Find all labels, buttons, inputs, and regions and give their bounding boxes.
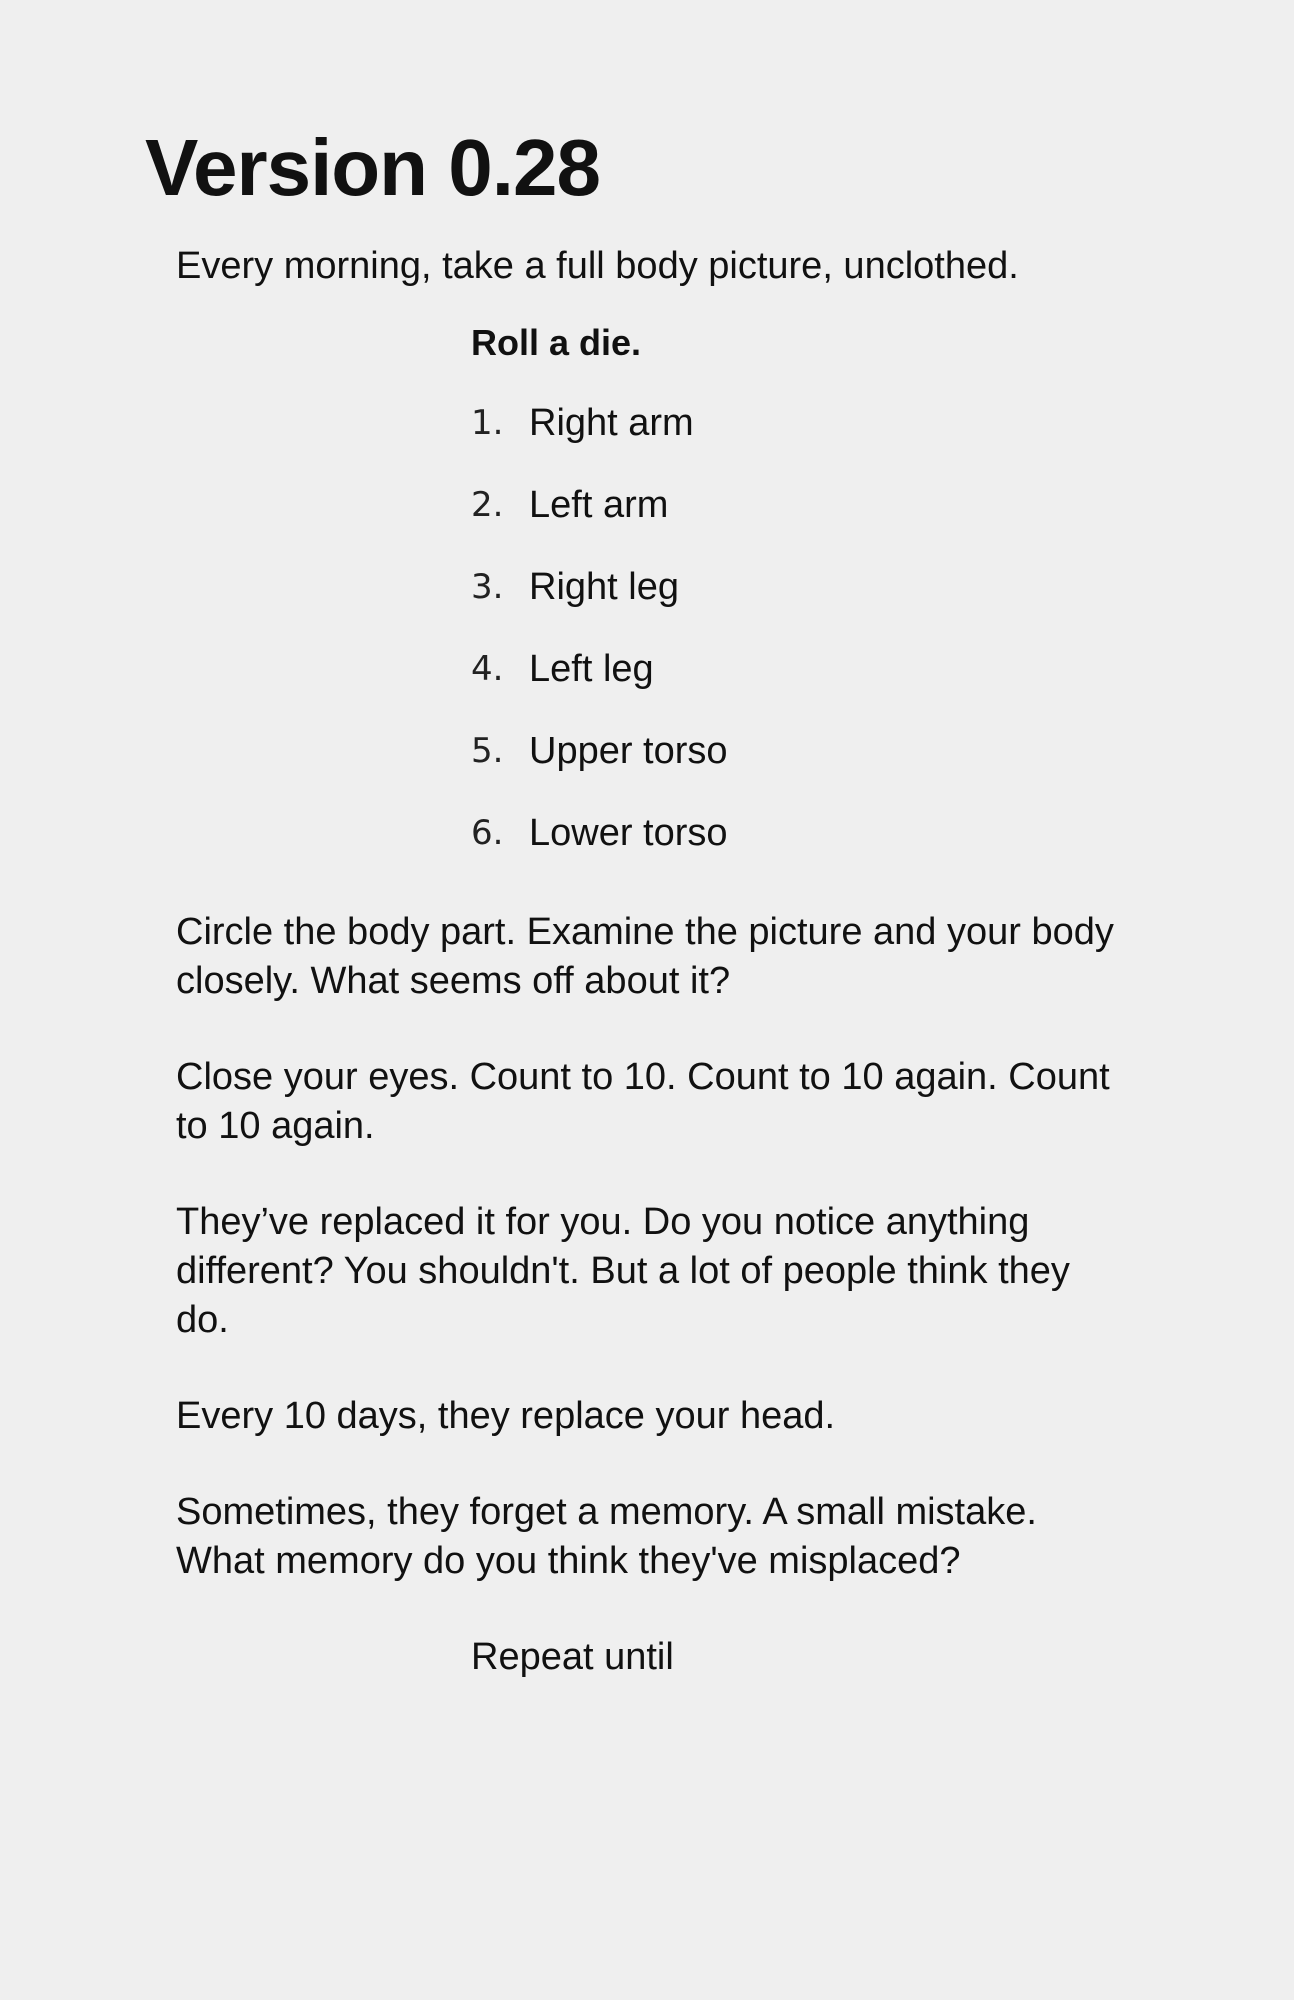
die-result-number: 2.: [471, 485, 504, 525]
die-result-label: Lower torso: [529, 812, 728, 854]
die-result-label: Upper torso: [529, 730, 728, 772]
die-result-item: [471, 399, 728, 448]
die-result-label: Left arm: [529, 484, 669, 526]
die-result-item: [471, 727, 728, 776]
die-result-item: [471, 645, 728, 694]
intro-paragraph: Every morning, take a full body picture, unclothed.: [176, 245, 1019, 287]
die-result-number: 3.: [471, 567, 504, 607]
body-paragraph: Every 10 days, they replace your head.: [176, 1395, 836, 1437]
die-result-item: [471, 481, 728, 530]
die-result-item: [471, 563, 728, 612]
die-result-number: 4.: [471, 649, 504, 689]
body-paragraph: Circle the body part. Examine the picture and your body closely. What seems off about it?: [176, 911, 1114, 1002]
roll-heading: Roll a die.: [471, 322, 642, 363]
die-result-label: Right leg: [529, 566, 679, 608]
closing-line: Repeat until: [471, 1636, 674, 1678]
body-paragraph: They’ve replaced it for you. Do you notice anything different? You shouldn't. But a lot of people think they do.: [176, 1201, 1070, 1341]
page-title: Version 0.28: [145, 123, 600, 212]
die-results-list: [471, 399, 728, 891]
body-paragraph: Close your eyes. Count to 10. Count to 10 again. Count to 10 again.: [176, 1056, 1110, 1147]
die-result-label: Left leg: [529, 648, 654, 690]
body-paragraph: Sometimes, they forget a memory. A small mistake. What memory do you think they've misplaced?: [176, 1491, 1037, 1582]
die-result-item: [471, 809, 728, 858]
die-result-number: 1.: [471, 403, 504, 443]
die-result-label: Right arm: [529, 402, 694, 444]
die-result-number: 5.: [471, 731, 504, 771]
die-result-number: 6.: [471, 813, 504, 853]
